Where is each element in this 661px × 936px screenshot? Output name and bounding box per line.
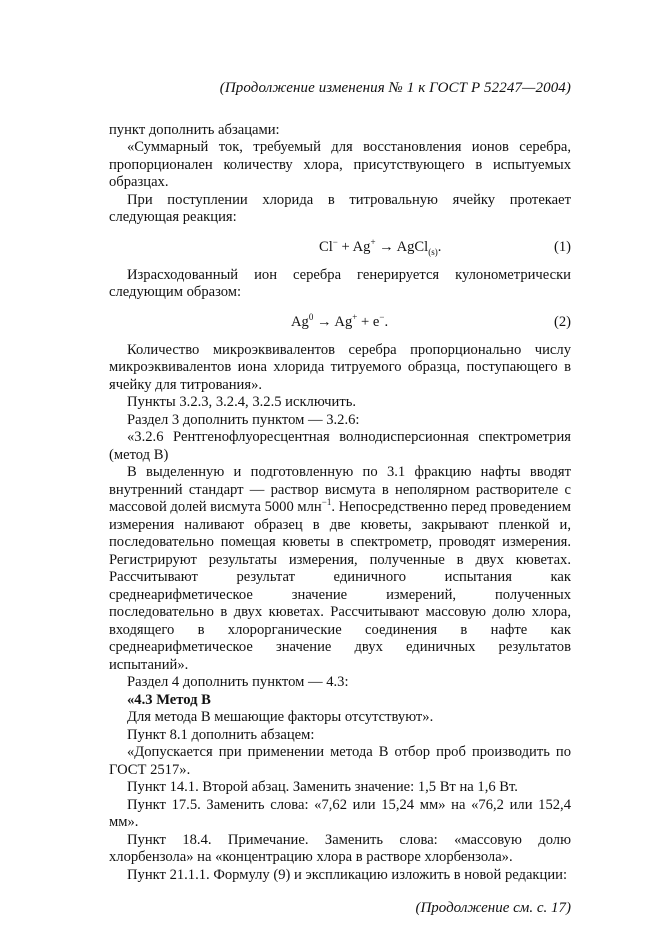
paragraph-4: Израсходованный ион серебра генерируется кулонометрически следующим образом: bbox=[109, 266, 571, 300]
formula-2-row bbox=[109, 308, 571, 338]
paragraph-13: Пункт 8.1 дополнить абзацем: bbox=[127, 726, 315, 743]
paragraph-3: При поступлении хлорида в титровальную ячейку протекает следующая реакция: bbox=[109, 191, 571, 225]
paragraph-16: Пункт 17.5. Заменить слова: «7,62 или 15,24 мм» на «76,2 или 152,4 мм». bbox=[109, 796, 571, 830]
paragraph-10: Раздел 4 дополнить пунктом — 4.3: bbox=[127, 674, 349, 690]
formula-2-number: (2) bbox=[553, 313, 571, 330]
formula-2: $Ag^0 \to Ag^+ + e^-$. bbox=[291, 311, 389, 330]
paragraph-17: Пункт 18.4. Примечание. Заменить слова: «массовую долю хлорбензола» на «концентрацию хлора в растворе хлорбензола». bbox=[109, 831, 571, 865]
paragraph-12: Для метода В мешающие факторы отсутствуют». bbox=[127, 709, 434, 725]
formula-1-row bbox=[109, 233, 571, 263]
paragraph-1: пункт дополнить абзацами: bbox=[109, 121, 280, 138]
paragraph-18: Пункт 21.1.1. Формулу (9) и экспликацию изложить в новой редакции: bbox=[127, 866, 567, 883]
formula-1-number: (1) bbox=[553, 238, 571, 255]
paragraph-15: Пункт 14.1. Второй абзац. Заменить значение: 1,5 Вт на 1,6 Вт. bbox=[127, 779, 518, 795]
paragraph-7: Раздел 3 дополнить пунктом — 3.2.6: bbox=[127, 411, 360, 428]
paragraph-8: «3.2.6 Рентгенофлуоресцентная волнодисперсионная спектрометрия (метод В) bbox=[109, 429, 571, 463]
paragraph-14: «Допускается при применении метода В отбор проб производить по ГОСТ 2517». bbox=[109, 744, 571, 778]
paragraph-5: Количество микроэквивалентов серебра пропорционально числу микроэквивалентов иона хлорида титруемого образца, поступающего в ячейку для титрования». bbox=[109, 341, 571, 393]
formula-1: Cl− + Ag+ → AgCl$_{(s)}$. bbox=[319, 236, 442, 257]
paragraph-6: Пункты 3.2.3, 3.2.4, 3.2.5 исключить. bbox=[127, 394, 357, 410]
page-header: (Продолжение изменения № 1 к ГОСТ Р 52247—2004) bbox=[219, 80, 571, 96]
paragraph-2: «Суммарный ток, требуемый для восстановления ионов серебра, пропорционален количеству хлора, присутствующего в испытуемых образцах. bbox=[109, 139, 571, 190]
section-heading-4-3: «4.3 Метод В bbox=[127, 691, 211, 708]
paragraph-9: В выделенную и подготовленную по 3.1 фракцию нафты вводят внутренний стандарт — раствор висмута в неполярном растворителе с массовой долей висмута 5000 млн$^{-1}$. Непосредственно перед проведением измерения наливают образец в две кюветы, закрывают пленкой и, последовательно помещая кюветы в спектрометр, проводят измерения. Регистрируют результаты измерения, полученные в двух кюветах. Рассчитывают результат единичного испытания как среднеарифметическое значение измерений, полученных последовательно в двух кюветах. Рассчитывают массовую долю хлора, входящего в хлорорганические соединения в нафте как среднеарифметическое значение двух единичных результатов испытаний». bbox=[109, 464, 571, 673]
document-page bbox=[109, 80, 571, 918]
page-footer: (Продолжение см. с. 17) bbox=[415, 900, 571, 916]
